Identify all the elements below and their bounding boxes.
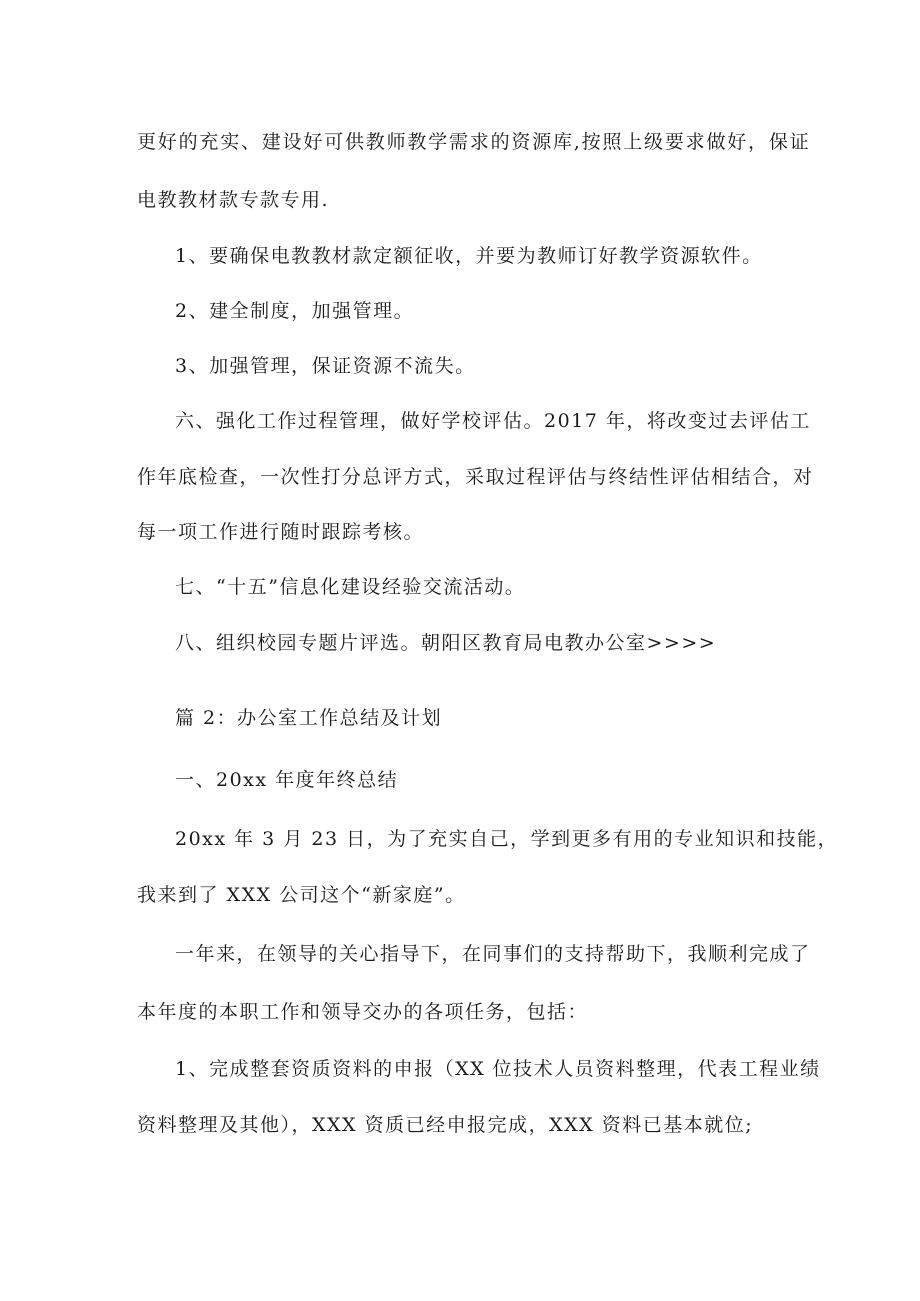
paragraph-line: 六、强化工作过程管理，做好学校评估。2017 年，将改变过去评估工 bbox=[175, 410, 811, 432]
list-item: 2、建全制度，加强管理。 bbox=[175, 300, 415, 322]
paragraph-line: 作年底检查，一次性打分总评方式，采取过程评估与终结性评估相结合，对 bbox=[137, 466, 814, 488]
list-item: 3、加强管理，保证资源不流失。 bbox=[175, 355, 476, 377]
paragraph-line: 更好的充实、建设好可供教师教学需求的资源库,按照上级要求做好，保证 bbox=[137, 131, 811, 153]
paragraph-line: 本年度的本职工作和领导交办的各项任务，包括： bbox=[137, 1001, 589, 1023]
paragraph-line: 七、“十五”信息化建设经验交流活动。 bbox=[175, 576, 526, 598]
section-heading: 篇 2：办公室工作总结及计划 bbox=[175, 707, 443, 729]
list-item: 1、完成整套资质资料的申报（XX 位技术人员资料整理，代表工程业绩 bbox=[175, 1058, 821, 1080]
paragraph-line: 八、组织校园专题片评选。朝阳区教育局电教办公室>>>> bbox=[175, 632, 717, 654]
paragraph-line: 我来到了 XXX 公司这个“新家庭”。 bbox=[137, 884, 466, 906]
paragraph-line: 20xx 年 3 月 23 日，为了充实自己，学到更多有用的专业知识和技能， bbox=[175, 828, 839, 850]
list-item: 资料整理及其他），XXX 资质已经申报完成，XXX 资料已基本就位; bbox=[137, 1114, 754, 1136]
section-heading: 一、20xx 年度年终总结 bbox=[175, 769, 399, 791]
paragraph-line: 电教教材款专款专用. bbox=[137, 189, 330, 211]
paragraph-line: 一年来，在领导的关心指导下，在同事们的支持帮助下，我顺利完成了 bbox=[175, 943, 811, 965]
paragraph-line: 每一项工作进行随时跟踪考核。 bbox=[137, 521, 425, 543]
list-item: 1、要确保电教教材款定额征收，并要为教师订好教学资源软件。 bbox=[175, 245, 763, 267]
